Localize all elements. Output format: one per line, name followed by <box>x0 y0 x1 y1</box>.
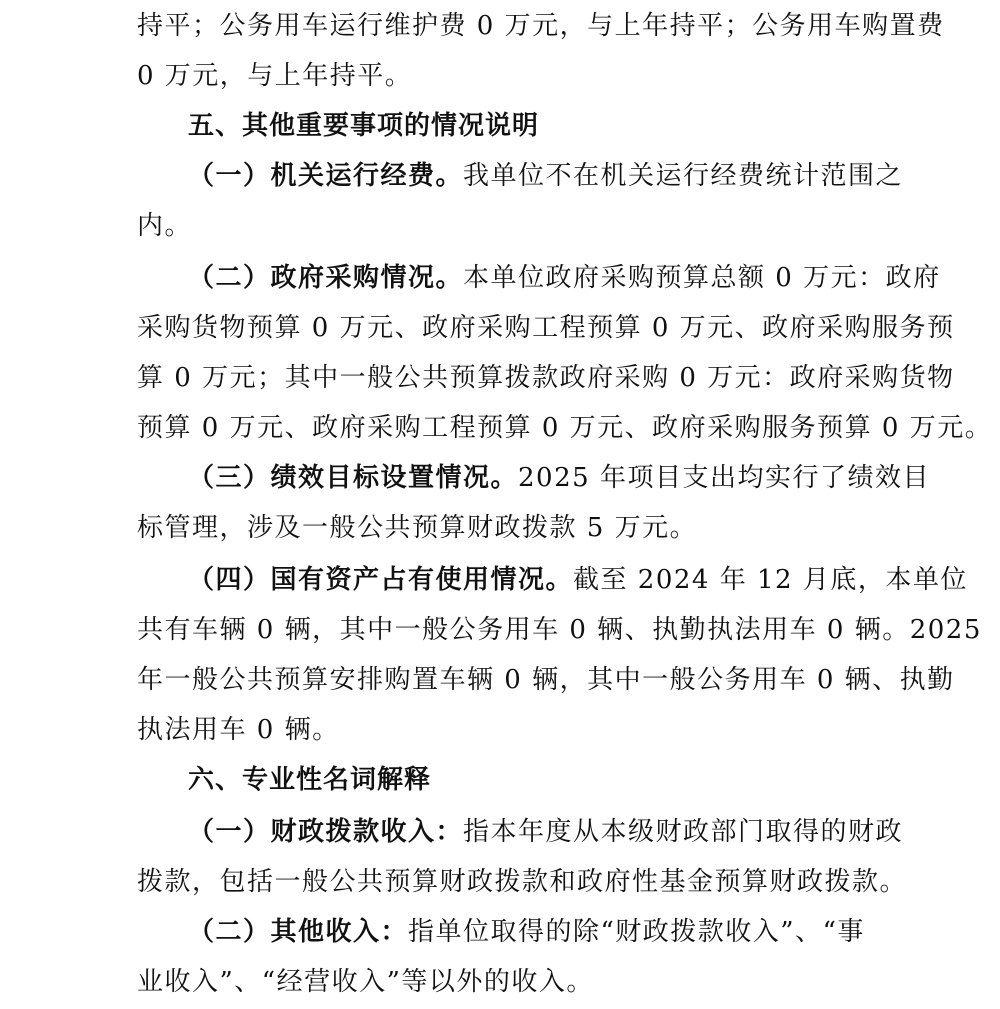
subheading-text: （一）财政拨款收入： <box>188 817 464 847</box>
paragraph-line <box>188 158 948 194</box>
subheading-text: （二）政府采购情况。 <box>188 263 464 293</box>
body-text: 0 万元，与上年持平。 <box>137 61 413 91</box>
paragraph-line <box>188 562 968 598</box>
body-text: 2025 年项目支出均实行了绩效目 <box>518 463 930 493</box>
paragraph-line <box>137 864 908 900</box>
body-text: 业收入”、“经营收入”等以外的收入。 <box>137 967 594 997</box>
body-text: 标管理，涉及一般公共预算财政拨款 5 万元。 <box>137 513 698 543</box>
paragraph-line <box>188 914 948 950</box>
paragraph-line <box>137 58 897 94</box>
body-text: 共有车辆 0 辆，其中一般公务用车 0 辆、执勤执法用车 0 辆。2025 <box>137 615 982 645</box>
paragraph-line <box>137 360 955 396</box>
body-text: 指单位取得的除“财政拨款收入”、“事 <box>408 917 865 947</box>
subheading-text: （二）其他收入： <box>188 917 409 947</box>
paragraph-line <box>137 310 955 346</box>
subheading-text: （一）机关运行经费。 <box>188 161 464 191</box>
paragraph-line <box>137 410 993 446</box>
paragraph-line <box>137 510 897 546</box>
subheading-text: （四）国有资产占有使用情况。 <box>188 565 574 595</box>
body-text: 内。 <box>137 211 193 241</box>
paragraph-line <box>188 260 948 296</box>
body-text: 采购货物预算 0 万元、政府采购工程预算 0 万元、政府采购服务预 <box>137 313 955 343</box>
paragraph-line <box>188 814 948 850</box>
body-text: 本单位政府采购预算总额 0 万元：政府 <box>463 263 941 293</box>
body-text: 指本年度从本级财政部门取得的财政 <box>463 817 904 847</box>
paragraph-line <box>137 964 897 1000</box>
heading-text: 五、其他重要事项的情况说明 <box>188 111 540 141</box>
body-text: 预算 0 万元、政府采购工程预算 0 万元、政府采购服务预算 0 万元。 <box>137 413 993 443</box>
body-text: 截至 2024 年 12 月底，本单位 <box>573 565 968 595</box>
section-heading-six <box>188 762 948 798</box>
paragraph-line <box>137 8 945 44</box>
paragraph-line <box>137 662 955 698</box>
heading-text: 六、专业性名词解释 <box>188 765 432 795</box>
body-text: 年一般公共预算安排购置车辆 0 辆，其中一般公务用车 0 辆、执勤 <box>137 665 955 695</box>
body-text: 我单位不在机关运行经费统计范围之 <box>463 161 904 191</box>
paragraph-line <box>188 460 948 496</box>
body-text: 拨款，包括一般公共预算财政拨款和政府性基金预算财政拨款。 <box>137 867 908 897</box>
body-text: 算 0 万元；其中一般公共预算拨款政府采购 0 万元：政府采购货物 <box>137 363 955 393</box>
subheading-text: （三）绩效目标设置情况。 <box>188 463 519 493</box>
section-heading-five <box>188 108 948 144</box>
paragraph-line <box>137 612 982 648</box>
body-text: 执法用车 0 辆。 <box>137 715 340 745</box>
paragraph-line <box>137 712 897 748</box>
body-text: 持平；公务用车运行维护费 0 万元，与上年持平；公务用车购置费 <box>137 11 945 41</box>
paragraph-line <box>137 208 897 244</box>
